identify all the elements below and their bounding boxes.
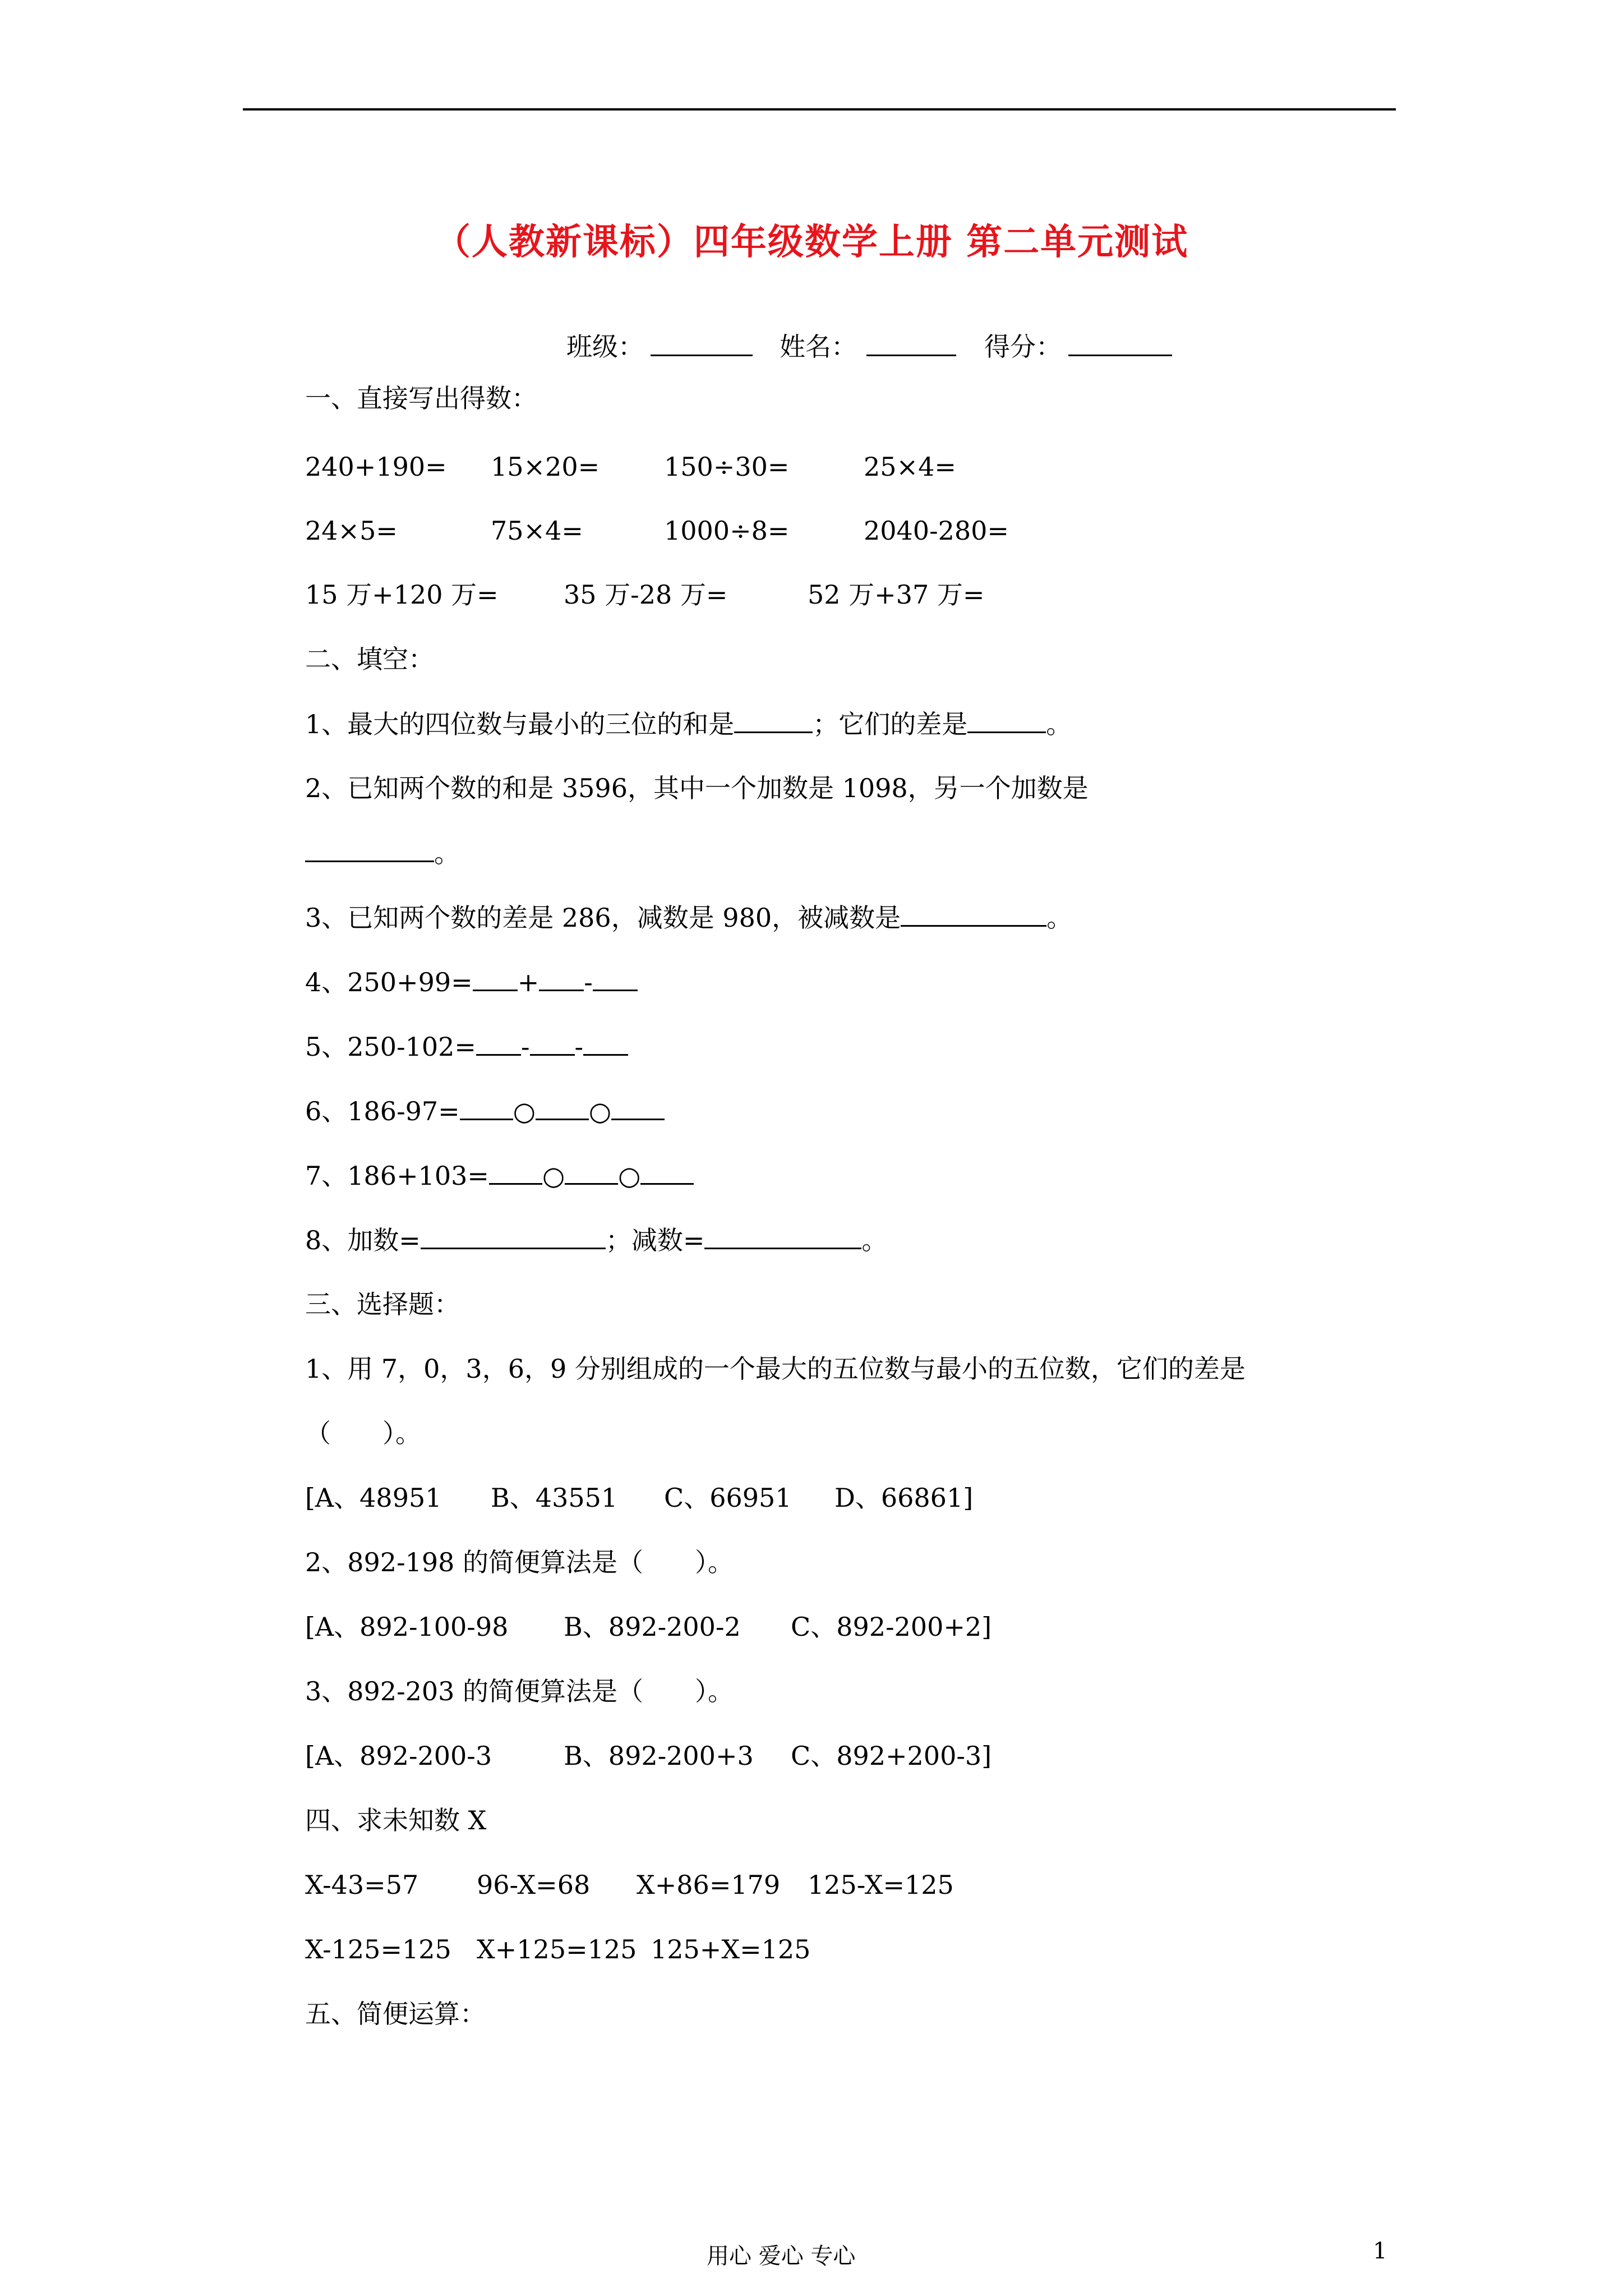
section-3-heading: 三、选择题： xyxy=(305,1289,460,1319)
class-label: 班级： xyxy=(566,332,644,362)
choice-question-2: 2、892-198 的简便算法是（ ）。 xyxy=(305,1547,734,1577)
q7-blank-1[interactable] xyxy=(489,1158,542,1185)
q5-blank-2[interactable] xyxy=(530,1029,575,1056)
q3-option-c: C、892+200-3] xyxy=(791,1741,992,1771)
q4-op-1: + xyxy=(517,967,540,997)
q1-option-b: B、43551 xyxy=(491,1483,618,1513)
q8-text-b: ；减数= xyxy=(605,1225,705,1255)
page-number: 1 xyxy=(1373,2238,1387,2264)
calc-8: 2040-280= xyxy=(864,516,1009,546)
equation-7: 125+X=125 xyxy=(651,1934,811,1964)
q7-circle-1: ○ xyxy=(542,1161,565,1191)
page-title: （人教新课标）四年级数学上册 第二单元测试 xyxy=(434,221,1189,263)
q7-text-a: 7、186+103= xyxy=(305,1161,489,1191)
equation-3: X+86=179 xyxy=(637,1870,781,1900)
q1-option-a: [A、48951 xyxy=(305,1483,442,1513)
fill-question-4 xyxy=(305,965,638,999)
section-2-heading: 二、填空： xyxy=(305,644,434,674)
q5-op-2: - xyxy=(574,1032,584,1062)
q6-circle-1: ○ xyxy=(513,1096,536,1126)
name-blank[interactable] xyxy=(866,330,956,356)
q4-blank-3[interactable] xyxy=(593,965,638,991)
q3-option-b: B、892-200+3 xyxy=(564,1741,754,1771)
class-blank[interactable] xyxy=(651,330,753,356)
fill-question-6 xyxy=(305,1094,665,1128)
q6-blank-1[interactable] xyxy=(460,1094,513,1120)
fill-question-2-text: 2、已知两个数的和是 3596，其中一个加数是 1098，另一个加数是 xyxy=(305,773,1089,803)
fill-question-7 xyxy=(305,1158,694,1193)
q5-text-a: 5、250-102= xyxy=(305,1032,476,1062)
q6-circle-2: ○ xyxy=(588,1096,611,1126)
q4-text-a: 4、250+99= xyxy=(305,967,473,997)
name-label: 姓名： xyxy=(780,332,857,362)
choice-question-1: 1、用 7，0，3，6，9 分别组成的一个最大的五位数与最小的五位数，它们的差是 xyxy=(305,1354,1246,1384)
q2-option-a: [A、892-100-98 xyxy=(305,1612,509,1642)
q6-blank-2[interactable] xyxy=(536,1094,589,1120)
calc-1: 240+190= xyxy=(305,452,447,482)
q6-blank-3[interactable] xyxy=(611,1094,665,1120)
q8-text-a: 8、加数= xyxy=(305,1225,421,1255)
q1-text-a: 1、最大的四位数与最小的三位的和是 xyxy=(305,709,735,739)
q2-blank[interactable] xyxy=(305,836,434,862)
calc-5: 24×5= xyxy=(305,516,398,546)
calc-7: 1000÷8= xyxy=(664,516,790,546)
q1-option-c: C、66951 xyxy=(664,1483,792,1513)
q2-option-b: B、892-200-2 xyxy=(564,1612,741,1642)
equation-1: X-43=57 xyxy=(305,1870,419,1900)
q1-option-d: D、66861] xyxy=(834,1483,974,1513)
fill-question-3 xyxy=(305,900,1072,935)
fill-question-5 xyxy=(305,1029,628,1064)
choice-question-3: 3、892-203 的简便算法是（ ）。 xyxy=(305,1676,734,1706)
q5-blank-1[interactable] xyxy=(476,1029,521,1056)
calc-6: 75×4= xyxy=(491,516,583,546)
q1-text-c: 。 xyxy=(1046,709,1072,739)
q2-text-b: 。 xyxy=(434,838,460,868)
calc-11: 52 万+37 万= xyxy=(808,579,985,610)
q4-blank-1[interactable] xyxy=(473,965,518,991)
q8-text-c: 。 xyxy=(861,1225,888,1255)
section-1-heading: 一、直接写出得数： xyxy=(305,383,537,413)
fill-question-8 xyxy=(305,1223,887,1257)
q1-blank-1[interactable] xyxy=(734,707,813,733)
equation-2: 96-X=68 xyxy=(477,1870,591,1900)
q1-text-b: ；它们的差是 xyxy=(813,709,968,739)
choice-question-1-paren: （ ）。 xyxy=(305,1418,421,1448)
q7-blank-3[interactable] xyxy=(640,1158,694,1185)
equation-4: 125-X=125 xyxy=(808,1870,954,1900)
section-4-heading: 四、求未知数 X xyxy=(305,1805,487,1835)
q5-blank-3[interactable] xyxy=(583,1029,628,1056)
q2-option-c: C、892-200+2] xyxy=(791,1612,992,1642)
section-5-heading: 五、简便运算： xyxy=(305,1999,486,2029)
calc-2: 15×20= xyxy=(491,452,600,482)
q8-blank-2[interactable] xyxy=(704,1223,861,1249)
score-blank[interactable] xyxy=(1068,330,1172,356)
calc-4: 25×4= xyxy=(864,452,956,482)
q6-text-a: 6、186-97= xyxy=(305,1096,460,1126)
q3-blank[interactable] xyxy=(901,900,1046,927)
q3-text-b: 。 xyxy=(1046,903,1073,933)
calc-3: 150÷30= xyxy=(664,452,790,482)
fill-question-1 xyxy=(305,707,1072,741)
calc-10: 35 万-28 万= xyxy=(564,579,728,610)
q8-blank-1[interactable] xyxy=(421,1223,606,1249)
q7-circle-2: ○ xyxy=(618,1161,641,1191)
equation-5: X-125=125 xyxy=(305,1934,451,1964)
q7-blank-2[interactable] xyxy=(565,1158,618,1185)
fill-question-2-answer xyxy=(305,836,460,870)
q1-blank-2[interactable] xyxy=(967,707,1046,733)
q4-op-2: - xyxy=(584,967,593,997)
q3-text-a: 3、已知两个数的差是 286，减数是 980，被减数是 xyxy=(305,903,901,933)
header-rule xyxy=(243,108,1396,111)
score-label: 得分： xyxy=(984,332,1062,362)
calc-9: 15 万+120 万= xyxy=(305,579,499,610)
equation-6: X+125=125 xyxy=(477,1934,637,1964)
footer-motto: 用心 爱心 专心 xyxy=(707,2243,856,2269)
q4-blank-2[interactable] xyxy=(539,965,584,991)
q3-option-a: [A、892-200-3 xyxy=(305,1741,492,1771)
q5-op-1: - xyxy=(520,1032,530,1062)
